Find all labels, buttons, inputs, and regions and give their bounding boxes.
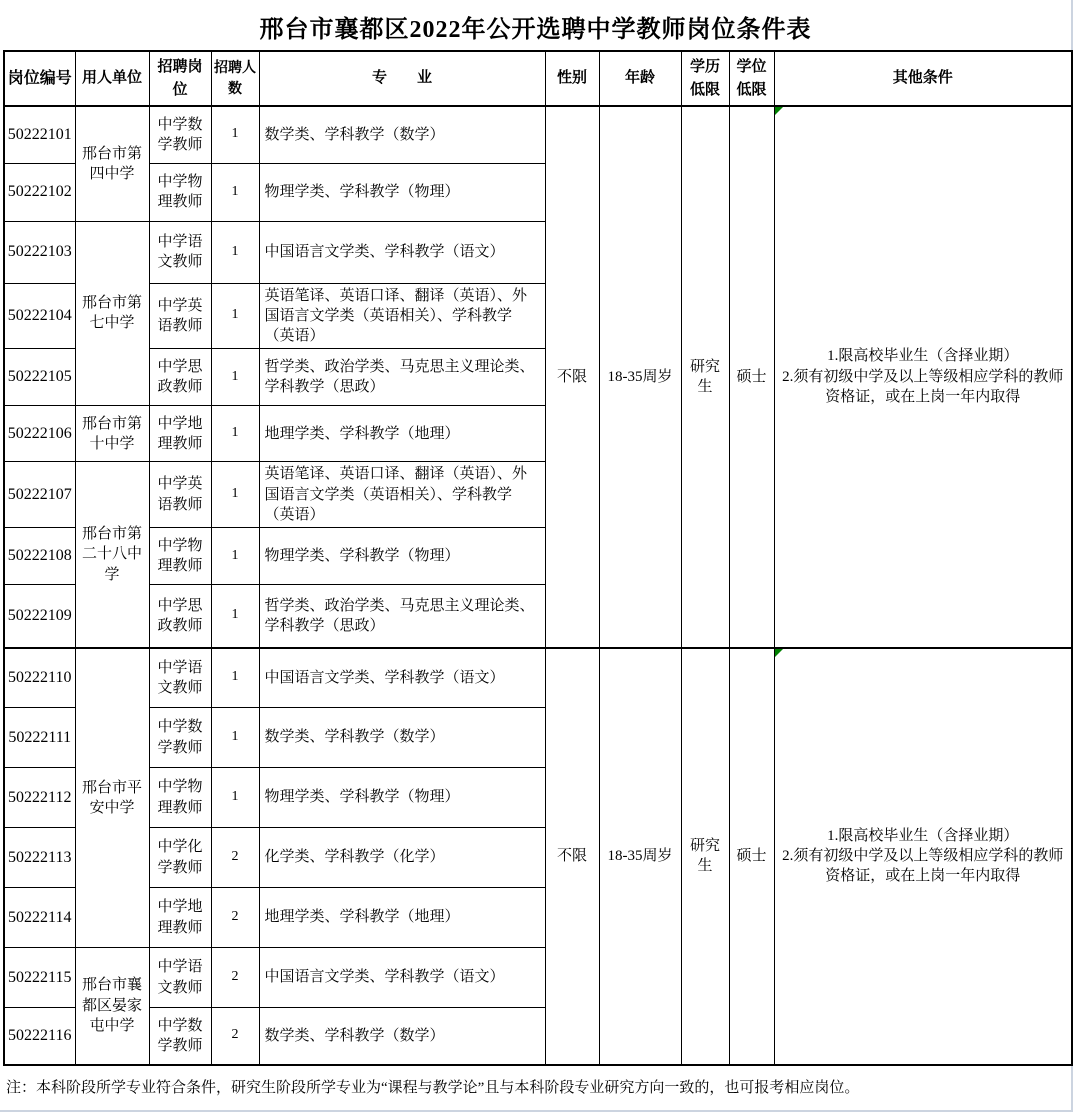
age-cell: 18-35周岁 [599, 106, 681, 648]
post-cell: 中学地理教师 [149, 406, 211, 462]
post-id-cell: 50222102 [4, 163, 75, 221]
post-cell: 中学化学教师 [149, 828, 211, 888]
count-cell: 1 [211, 708, 259, 768]
major-cell: 哲学类、政治学类、马克思主义理论类、学科教学（思政） [259, 585, 545, 648]
count-cell: 1 [211, 283, 259, 349]
major-cell: 物理学类、学科教学（物理） [259, 768, 545, 828]
employer-cell: 邢台市平安中学 [75, 648, 149, 948]
major-cell: 数学类、学科教学（数学） [259, 708, 545, 768]
post-id-cell: 50222113 [4, 828, 75, 888]
post-id-cell: 50222108 [4, 528, 75, 585]
count-cell: 1 [211, 768, 259, 828]
major-cell: 物理学类、学科教学（物理） [259, 528, 545, 585]
age-cell: 18-35周岁 [599, 648, 681, 1065]
header-post-id: 岗位编号 [4, 51, 75, 106]
major-cell: 地理学类、学科教学（地理） [259, 888, 545, 948]
major-cell: 英语笔译、英语口译、翻译（英语）、外国语言文学类（英语相关）、学科教学（英语） [259, 283, 545, 349]
gender-cell: 不限 [545, 648, 599, 1065]
post-cell: 中学语文教师 [149, 221, 211, 283]
post-cell: 中学数学教师 [149, 106, 211, 163]
major-cell: 中国语言文学类、学科教学（语文） [259, 948, 545, 1008]
header-degree: 学位低限 [729, 51, 774, 106]
count-cell: 2 [211, 948, 259, 1008]
employer-cell: 邢台市第二十八中学 [75, 462, 149, 648]
count-cell: 1 [211, 585, 259, 648]
count-cell: 1 [211, 648, 259, 708]
education-cell: 研究生 [681, 106, 729, 648]
major-cell: 化学类、学科教学（化学） [259, 828, 545, 888]
gender-cell: 不限 [545, 106, 599, 648]
condition-line: 2.须有初级中学及以上等级相应学科的教师资格证，或在上岗一年内取得 [782, 847, 1064, 885]
post-id-cell: 50222111 [4, 708, 75, 768]
post-cell: 中学语文教师 [149, 648, 211, 708]
header-employer: 用人单位 [75, 51, 149, 106]
post-id-cell: 50222112 [4, 768, 75, 828]
post-cell: 中学英语教师 [149, 462, 211, 528]
header-gender: 性别 [545, 51, 599, 106]
post-id-cell: 50222110 [4, 648, 75, 708]
header-age: 年龄 [599, 51, 681, 106]
count-cell: 1 [211, 163, 259, 221]
post-cell: 中学地理教师 [149, 888, 211, 948]
count-cell: 2 [211, 888, 259, 948]
count-cell: 1 [211, 528, 259, 585]
cell-flag-icon [775, 107, 783, 115]
post-id-cell: 50222106 [4, 406, 75, 462]
post-id-cell: 50222101 [4, 106, 75, 163]
other-conditions-cell [774, 106, 1072, 648]
post-cell: 中学思政教师 [149, 349, 211, 406]
post-id-cell: 50222109 [4, 585, 75, 648]
header-row [4, 51, 1072, 106]
cell-flag-icon [775, 649, 783, 657]
post-cell: 中学思政教师 [149, 585, 211, 648]
count-cell: 1 [211, 462, 259, 528]
employer-cell: 邢台市第七中学 [75, 221, 149, 406]
post-id-cell: 50222114 [4, 888, 75, 948]
degree-cell: 硕士 [729, 648, 774, 1065]
footnote: 注：本科阶段所学专业符合条件，研究生阶段所学专业为“课程与教学论”且与本科阶段专业研究方向一致的，也可报考相应岗位。 [6, 1079, 860, 1096]
header-post: 招聘岗位 [149, 51, 211, 106]
header-other: 其他条件 [774, 51, 1072, 106]
education-cell: 研究生 [681, 648, 729, 1065]
post-id-cell: 50222116 [4, 1008, 75, 1065]
post-cell: 中学数学教师 [149, 1008, 211, 1065]
employer-cell: 邢台市第十中学 [75, 406, 149, 462]
condition-line: 1.限高校毕业生（含择业期） [827, 827, 1019, 844]
count-cell: 1 [211, 406, 259, 462]
major-cell: 数学类、学科教学（数学） [259, 106, 545, 163]
employer-cell: 邢台市襄都区晏家屯中学 [75, 948, 149, 1065]
condition-line: 1.限高校毕业生（含择业期） [827, 348, 1019, 365]
count-cell: 2 [211, 1008, 259, 1065]
recruitment-table [3, 50, 1073, 1066]
post-id-cell: 50222115 [4, 948, 75, 1008]
post-cell: 中学物理教师 [149, 528, 211, 585]
major-cell: 哲学类、政治学类、马克思主义理论类、学科教学（思政） [259, 349, 545, 406]
header-count: 招聘人数 [211, 51, 259, 106]
other-conditions-cell [774, 648, 1072, 1065]
degree-cell: 硕士 [729, 106, 774, 648]
table-row [4, 648, 1072, 708]
employer-cell: 邢台市第四中学 [75, 106, 149, 221]
count-cell: 1 [211, 106, 259, 163]
major-cell: 英语笔译、英语口译、翻译（英语）、外国语言文学类（英语相关）、学科教学（英语） [259, 462, 545, 528]
page-title: 邢台市襄都区2022年公开选聘中学教师岗位条件表 [259, 17, 812, 43]
major-cell: 中国语言文学类、学科教学（语文） [259, 648, 545, 708]
major-cell: 中国语言文学类、学科教学（语文） [259, 221, 545, 283]
post-id-cell: 50222104 [4, 283, 75, 349]
major-cell: 数学类、学科教学（数学） [259, 1008, 545, 1065]
header-major: 专 业 [259, 51, 545, 106]
table-row [4, 106, 1072, 163]
post-cell: 中学数学教师 [149, 708, 211, 768]
major-cell: 物理学类、学科教学（物理） [259, 163, 545, 221]
count-cell: 2 [211, 828, 259, 888]
count-cell: 1 [211, 221, 259, 283]
post-id-cell: 50222105 [4, 349, 75, 406]
condition-line: 2.须有初级中学及以上等级相应学科的教师资格证，或在上岗一年内取得 [782, 368, 1064, 405]
post-cell: 中学语文教师 [149, 948, 211, 1008]
post-cell: 中学物理教师 [149, 768, 211, 828]
major-cell: 地理学类、学科教学（地理） [259, 406, 545, 462]
post-id-cell: 50222107 [4, 462, 75, 528]
count-cell: 1 [211, 349, 259, 406]
post-cell: 中学英语教师 [149, 283, 211, 349]
post-cell: 中学物理教师 [149, 163, 211, 221]
header-education: 学历低限 [681, 51, 729, 106]
post-id-cell: 50222103 [4, 221, 75, 283]
